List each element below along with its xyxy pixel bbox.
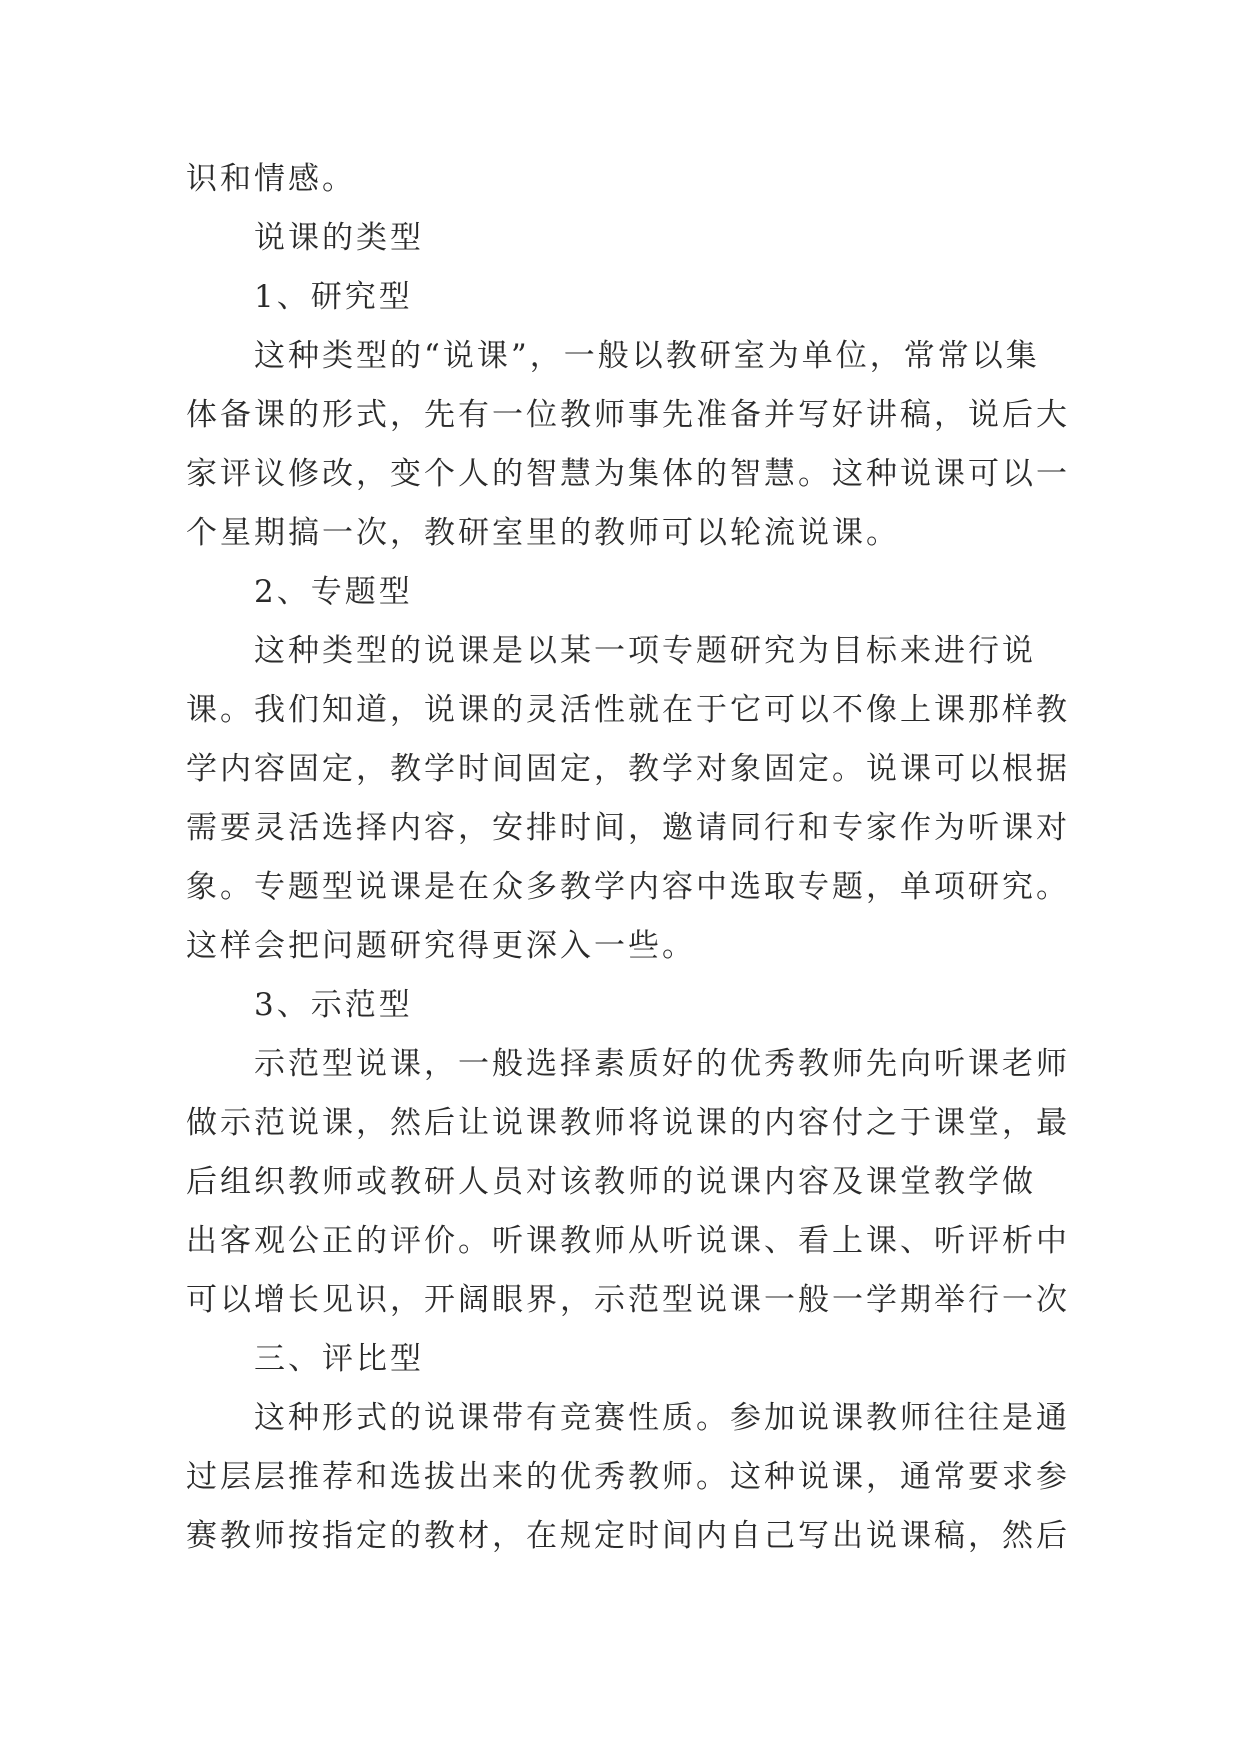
text-line: 赛教师按指定的教材，在规定时间内自己写出说课稿，然后 — [186, 1518, 1070, 1554]
text-line: 象。专题型说课是在众多教学内容中选取专题，单项研究。 — [186, 869, 1070, 905]
text-line: 示范型说课，一般选择素质好的优秀教师先向听课老师 — [254, 1046, 1070, 1082]
text-line: 识和情感。 — [186, 161, 356, 197]
text-line: 学内容固定，教学时间固定，教学对象固定。说课可以根据 — [186, 751, 1070, 787]
subsection-heading: 三、评比型 — [254, 1341, 424, 1377]
text-line: 这种类型的“说课”，一般以教研室为单位，常常以集 — [254, 338, 1040, 374]
text-line: 需要灵活选择内容，安排时间，邀请同行和专家作为听课对 — [186, 810, 1070, 846]
text-line: 这种形式的说课带有竞赛性质。参加说课教师往往是通 — [254, 1400, 1070, 1436]
text-line: 这种类型的说课是以某一项专题研究为目标来进行说 — [254, 633, 1036, 669]
text-line: 课。我们知道，说课的灵活性就在于它可以不像上课那样教 — [186, 692, 1070, 728]
text-line: 过层层推荐和选拔出来的优秀教师。这种说课，通常要求参 — [186, 1459, 1070, 1495]
text-line: 体备课的形式，先有一位教师事先准备并写好讲稿，说后大 — [186, 397, 1070, 433]
subsection-heading: 1、研究型 — [254, 279, 413, 315]
document-body — [186, 150, 1070, 1566]
section-heading: 说课的类型 — [254, 220, 424, 256]
text-line: 家评议修改，变个人的智慧为集体的智慧。这种说课可以一 — [186, 456, 1070, 492]
text-line: 个星期搞一次，教研室里的教师可以轮流说课。 — [186, 515, 900, 551]
text-line: 做示范说课，然后让说课教师将说课的内容付之于课堂，最 — [186, 1105, 1070, 1141]
subsection-heading: 3、示范型 — [254, 987, 413, 1023]
text-line: 出客观公正的评价。听课教师从听说课、看上课、听评析中 — [186, 1223, 1070, 1259]
text-line: 可以增长见识，开阔眼界，示范型说课一般一学期举行一次 — [186, 1282, 1070, 1318]
text-line: 后组织教师或教研人员对该教师的说课内容及课堂教学做 — [186, 1164, 1036, 1200]
subsection-heading: 2、专题型 — [254, 574, 413, 610]
text-line: 这样会把问题研究得更深入一些。 — [186, 928, 696, 964]
